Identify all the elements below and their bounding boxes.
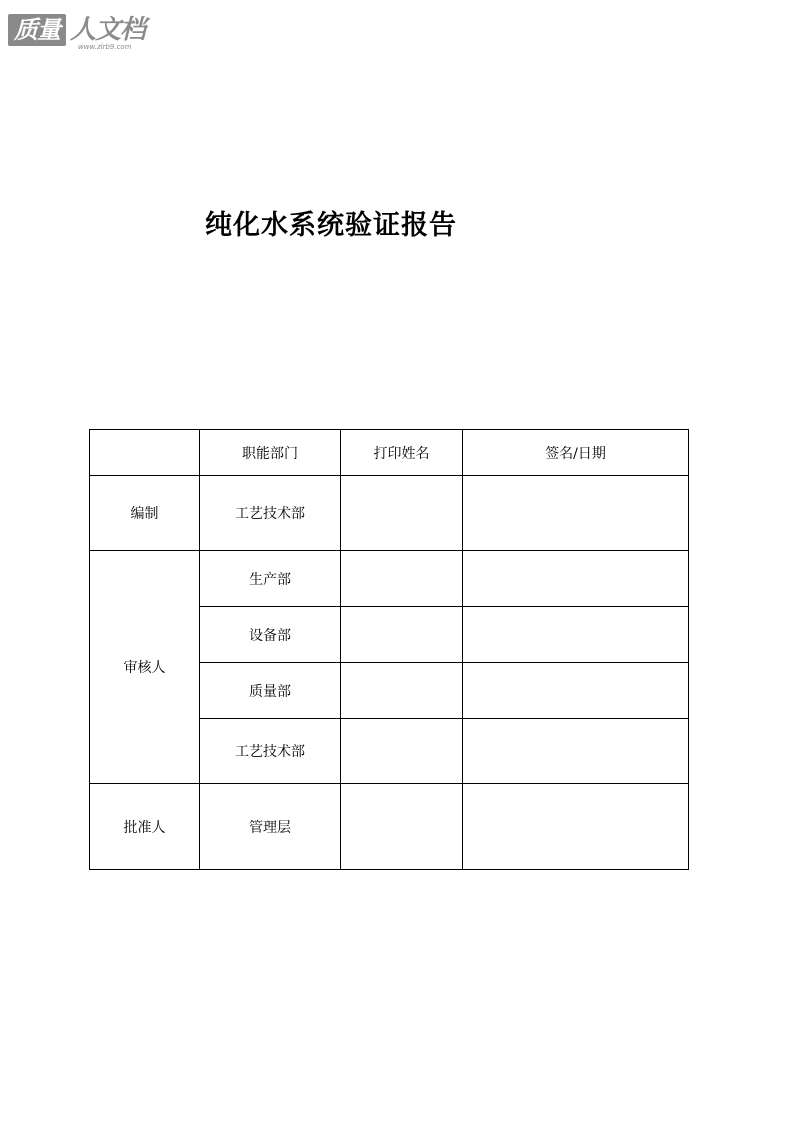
department-cell: 工艺技术部 <box>200 719 341 784</box>
signature-date-cell <box>463 551 689 607</box>
print-name-cell <box>341 663 463 719</box>
print-name-cell <box>341 607 463 663</box>
watermark-logo-url: www.zlrb9.com <box>78 43 132 51</box>
department-cell: 设备部 <box>200 607 341 663</box>
role-cell-reviewer: 审核人 <box>90 551 200 784</box>
document-title: 纯化水系统验证报告 <box>205 210 457 241</box>
watermark-logo-box: 质量 <box>8 14 66 46</box>
table-header-row <box>90 430 689 476</box>
print-name-cell <box>341 719 463 784</box>
role-cell-approver: 批准人 <box>90 784 200 870</box>
header-cell-blank <box>90 430 200 476</box>
department-cell: 质量部 <box>200 663 341 719</box>
role-cell-prepared: 编制 <box>90 476 200 551</box>
table-row <box>90 476 689 551</box>
watermark-logo <box>8 12 158 52</box>
header-cell-signature-date: 签名/日期 <box>463 430 689 476</box>
header-cell-department: 职能部门 <box>200 430 341 476</box>
header-cell-print-name: 打印姓名 <box>341 430 463 476</box>
signoff-table <box>89 429 689 870</box>
signature-date-cell <box>463 784 689 870</box>
print-name-cell <box>341 784 463 870</box>
department-cell: 管理层 <box>200 784 341 870</box>
table-row <box>90 784 689 870</box>
print-name-cell <box>341 551 463 607</box>
department-cell: 生产部 <box>200 551 341 607</box>
print-name-cell <box>341 476 463 551</box>
signature-date-cell <box>463 663 689 719</box>
table-row <box>90 551 689 607</box>
signature-date-cell <box>463 476 689 551</box>
signature-date-cell <box>463 719 689 784</box>
watermark-logo-text: 人文档 <box>70 15 146 45</box>
signature-date-cell <box>463 607 689 663</box>
department-cell: 工艺技术部 <box>200 476 341 551</box>
